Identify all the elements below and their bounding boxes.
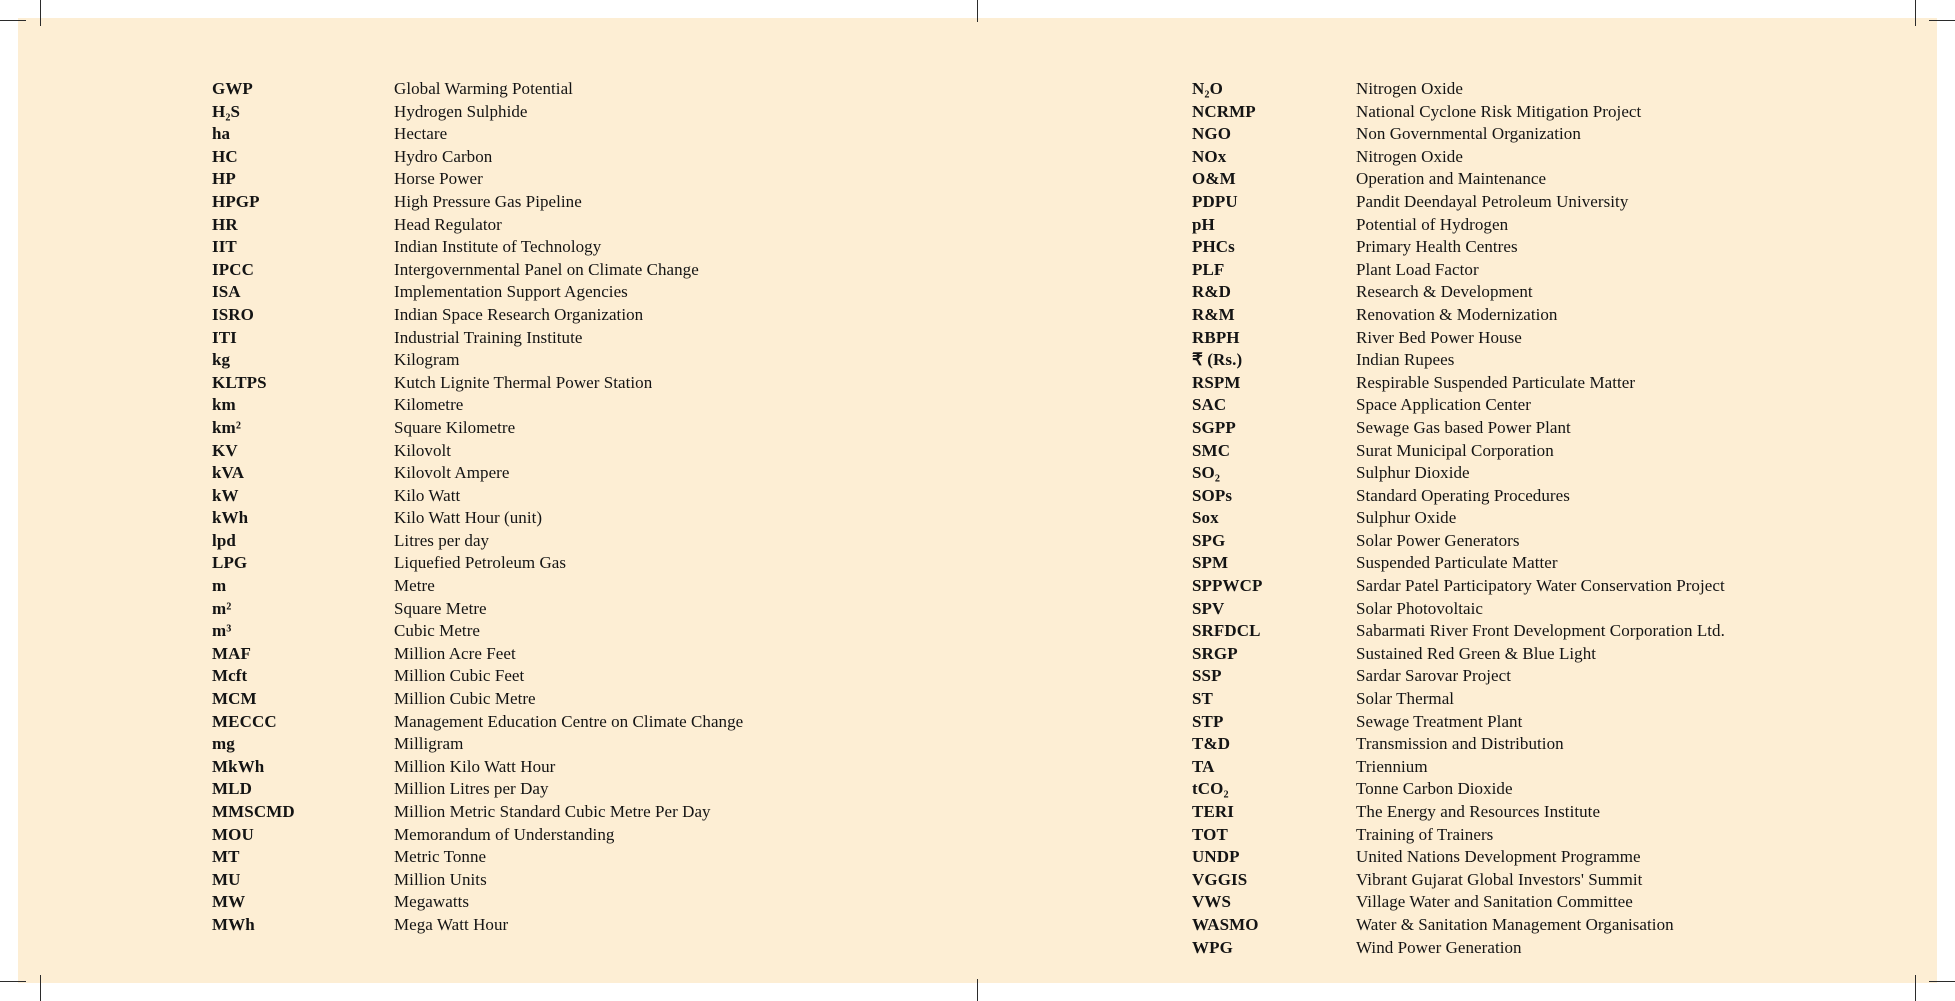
abbreviation-term: kVA: [212, 463, 245, 483]
abbreviation-term: SOPs: [1192, 485, 1233, 505]
abbreviation-row: [212, 733, 952, 756]
abbreviation-term: VWS: [1192, 892, 1232, 912]
abbreviation-term: MMSCMD: [212, 802, 295, 821]
abbreviation-definition: Metre: [394, 576, 435, 596]
abbreviation-row: [212, 620, 952, 643]
abbreviation-row: [1192, 349, 1892, 372]
abbreviation-definition: Indian Space Research Organization: [394, 304, 644, 324]
abbreviation-definition: Training of Trainers: [1356, 824, 1494, 844]
abbreviation-definition: National Cyclone Risk Mitigation Project: [1356, 101, 1642, 121]
abbreviation-definition: Tonne Carbon Dioxide: [1356, 779, 1513, 799]
abbreviation-definition: Milligram: [394, 734, 464, 754]
abbreviation-term: SAC: [1192, 395, 1227, 415]
abbreviation-term: kW: [212, 485, 239, 505]
abbreviation-definition: Square Metre: [394, 598, 487, 618]
abbreviation-row: [212, 146, 952, 169]
abbreviation-definition: Million Litres per Day: [394, 779, 549, 799]
abbreviation-definition: Sulphur Dioxide: [1356, 463, 1470, 483]
abbreviation-term: TERI: [1192, 802, 1234, 821]
abbreviation-term: NOx: [1192, 146, 1227, 166]
abbreviation-definition: Respirable Suspended Particulate Matter: [1356, 372, 1636, 392]
abbreviation-term: UNDP: [1192, 847, 1240, 867]
abbreviation-definition: High Pressure Gas Pipeline: [394, 191, 582, 211]
abbreviation-row: [1192, 394, 1892, 417]
abbreviation-row: [1192, 462, 1892, 485]
abbreviation-row: [212, 552, 952, 575]
abbreviation-term: SO₂: [1192, 463, 1221, 483]
abbreviation-definition: Million Metric Standard Cubic Metre Per Day: [394, 802, 711, 821]
abbreviation-definition: Kilogram: [394, 350, 460, 370]
abbreviation-definition: Solar Thermal: [1356, 689, 1455, 709]
abbreviation-term: MAF: [212, 643, 252, 663]
abbreviation-definition: Management Education Centre on Climate Change: [394, 711, 744, 731]
abbreviation-term: ISA: [212, 282, 241, 302]
abbreviation-term: TOT: [1192, 824, 1228, 844]
abbreviation-term: tCO₂: [1192, 779, 1229, 799]
abbreviation-definition: Million Cubic Metre: [394, 689, 536, 709]
abbreviation-term: T&D: [1192, 734, 1231, 754]
abbreviation-term: ISRO: [212, 304, 254, 324]
abbreviation-row: [1192, 756, 1892, 779]
abbreviation-definition: River Bed Power House: [1356, 327, 1522, 347]
abbreviation-term: IPCC: [212, 259, 254, 279]
abbreviation-definition: Square Kilometre: [394, 417, 516, 437]
abbreviation-term: SRFDCL: [1192, 621, 1261, 641]
abbreviation-definition: Operation and Maintenance: [1356, 169, 1547, 189]
abbreviation-row: [212, 485, 952, 508]
abbreviation-term: WPG: [1192, 937, 1233, 957]
abbreviation-definition: Million Acre Feet: [394, 643, 516, 663]
abbreviation-definition: Implementation Support Agencies: [394, 282, 628, 302]
abbreviation-term: km: [212, 395, 236, 415]
abbreviation-row: [1192, 575, 1892, 598]
abbreviation-row: [212, 824, 952, 847]
abbreviation-row: [212, 598, 952, 621]
abbreviation-definition: Industrial Training Institute: [394, 327, 583, 347]
abbreviation-definition: Standard Operating Procedures: [1356, 485, 1570, 505]
abbreviation-definition: Indian Rupees: [1356, 350, 1455, 370]
abbreviation-definition: Indian Institute of Technology: [394, 237, 602, 257]
abbreviation-definition: Water & Sanitation Management Organisation: [1356, 914, 1674, 934]
abbreviation-row: [1192, 304, 1892, 327]
abbreviation-definition: Mega Watt Hour: [394, 914, 509, 934]
abbreviation-term: SSP: [1192, 666, 1222, 686]
abbreviation-row: [1192, 485, 1892, 508]
abbreviation-term: lpd: [212, 530, 236, 550]
abbreviation-term: R&M: [1192, 304, 1235, 324]
abbreviation-row: [1192, 214, 1892, 237]
abbreviation-definition: Solar Power Generators: [1356, 530, 1520, 550]
abbreviation-term: O&M: [1192, 169, 1236, 189]
abbreviation-definition: Litres per day: [394, 530, 490, 550]
abbreviation-definition: Kilometre: [394, 395, 464, 415]
abbreviation-row: [212, 191, 952, 214]
abbreviation-row: [212, 327, 952, 350]
abbreviation-definition: Kilo Watt: [394, 485, 461, 505]
abbreviation-definition: Nitrogen Oxide: [1356, 79, 1463, 98]
abbreviation-row: [212, 530, 952, 553]
abbreviation-term: LPG: [212, 553, 248, 573]
abbreviation-term: GWP: [212, 79, 253, 98]
abbreviation-row: [1192, 191, 1892, 214]
abbreviation-row: [212, 394, 952, 417]
abbreviation-row: [1192, 869, 1892, 892]
abbreviation-definition: Megawatts: [394, 892, 470, 912]
abbreviation-term: MkWh: [212, 756, 265, 776]
abbreviation-row: [1192, 891, 1892, 914]
abbreviation-row: [1192, 123, 1892, 146]
abbreviation-term: PDPU: [1192, 191, 1238, 211]
abbreviation-term: Mcft: [212, 666, 248, 686]
abbreviation-row: [1192, 620, 1892, 643]
abbreviation-term: ₹ (Rs.): [1192, 350, 1243, 370]
abbreviation-row: [212, 168, 952, 191]
abbreviation-term: WASMO: [1192, 914, 1259, 934]
abbreviation-term: KLTPS: [212, 372, 267, 392]
abbreviation-row: [212, 78, 952, 101]
abbreviation-row: [212, 372, 952, 395]
abbreviation-row: [1192, 168, 1892, 191]
abbreviation-row: [1192, 440, 1892, 463]
abbreviation-definition: Solar Photovoltaic: [1356, 598, 1483, 618]
abbreviation-row: [212, 236, 952, 259]
abbreviation-definition: Vibrant Gujarat Global Investors' Summit: [1356, 869, 1643, 889]
abbreviation-definition: Million Cubic Feet: [394, 666, 525, 686]
abbreviation-term: ST: [1192, 689, 1213, 709]
abbreviation-definition: Million Kilo Watt Hour: [394, 756, 556, 776]
abbreviation-row: [1192, 78, 1892, 101]
abbreviation-row: [1192, 507, 1892, 530]
abbreviation-definition: Transmission and Distribution: [1356, 734, 1564, 754]
abbreviation-term: KV: [212, 440, 238, 460]
abbreviation-row: [1192, 598, 1892, 621]
abbreviation-row: [1192, 937, 1892, 960]
abbreviation-term: MW: [212, 892, 246, 912]
abbreviation-definition: The Energy and Resources Institute: [1356, 802, 1601, 821]
abbreviation-definition: Suspended Particulate Matter: [1356, 553, 1558, 573]
abbreviation-column-left: [212, 78, 952, 937]
abbreviation-definition: Kilovolt: [394, 440, 452, 460]
abbreviation-row: [1192, 327, 1892, 350]
abbreviation-term: km²: [212, 417, 242, 437]
abbreviation-term: SPG: [1192, 530, 1226, 550]
abbreviation-definition: Plant Load Factor: [1356, 259, 1479, 279]
abbreviation-definition: Liquefied Petroleum Gas: [394, 553, 567, 573]
abbreviation-definition: Surat Municipal Corporation: [1356, 440, 1554, 460]
abbreviation-term: STP: [1192, 711, 1224, 731]
abbreviation-term: H₂S: [212, 101, 241, 121]
abbreviation-row: [1192, 259, 1892, 282]
abbreviation-row: [1192, 146, 1892, 169]
abbreviation-definition: Million Units: [394, 869, 487, 889]
abbreviation-row: [1192, 372, 1892, 395]
abbreviation-row: [212, 507, 952, 530]
abbreviation-term: NCRMP: [1192, 101, 1256, 121]
abbreviation-term: PLF: [1192, 259, 1225, 279]
abbreviation-term: RBPH: [1192, 327, 1240, 347]
abbreviation-definition: Primary Health Centres: [1356, 237, 1518, 257]
abbreviation-row: [1192, 552, 1892, 575]
abbreviation-definition: Renovation & Modernization: [1356, 304, 1558, 324]
abbreviation-definition: Metric Tonne: [394, 847, 487, 867]
abbreviation-row: [212, 914, 952, 937]
abbreviation-row: [212, 462, 952, 485]
abbreviation-definition: Sabarmati River Front Development Corporation Ltd.: [1356, 621, 1725, 641]
abbreviation-row: [1192, 665, 1892, 688]
abbreviation-term: m³: [212, 621, 232, 641]
abbreviation-row: [212, 214, 952, 237]
abbreviation-definition: Sardar Sarovar Project: [1356, 666, 1511, 686]
abbreviation-term: RSPM: [1192, 372, 1241, 392]
abbreviation-row: [212, 281, 952, 304]
abbreviation-definition: Potential of Hydrogen: [1356, 214, 1509, 234]
abbreviation-definition: Research & Development: [1356, 282, 1533, 302]
abbreviation-term: VGGIS: [1192, 869, 1248, 889]
abbreviation-term: HPGP: [212, 191, 260, 211]
abbreviation-term: m²: [212, 598, 232, 618]
abbreviation-row: [212, 891, 952, 914]
abbreviation-definition: Triennium: [1356, 756, 1428, 776]
abbreviation-term: HC: [212, 146, 238, 166]
abbreviation-row: [212, 123, 952, 146]
abbreviation-definition: Hydro Carbon: [394, 146, 493, 166]
abbreviation-definition: Head Regulator: [394, 214, 502, 234]
abbreviation-definition: Wind Power Generation: [1356, 937, 1522, 957]
abbreviation-definition: Hydrogen Sulphide: [394, 101, 528, 121]
abbreviation-term: MWh: [212, 914, 255, 934]
abbreviation-term: SPV: [1192, 598, 1225, 618]
abbreviation-term: IIT: [212, 237, 237, 257]
abbreviation-term: NGO: [1192, 124, 1232, 144]
abbreviation-term: SGPP: [1192, 417, 1236, 437]
abbreviation-term: kg: [212, 350, 231, 370]
abbreviation-definition: Kilo Watt Hour (unit): [394, 508, 543, 528]
abbreviation-term: MU: [212, 869, 241, 889]
abbreviation-term: MLD: [212, 779, 252, 799]
abbreviation-row: [1192, 101, 1892, 124]
abbreviation-term: mg: [212, 734, 235, 754]
abbreviation-term: Sox: [1192, 508, 1219, 528]
abbreviation-term: R&D: [1192, 282, 1232, 302]
abbreviation-definition: Cubic Metre: [394, 621, 480, 641]
abbreviation-term: kWh: [212, 508, 249, 528]
abbreviation-definition: Intergovernmental Panel on Climate Change: [394, 259, 699, 279]
abbreviation-row: [1192, 846, 1892, 869]
abbreviation-row: [1192, 530, 1892, 553]
abbreviation-row: [212, 688, 952, 711]
abbreviation-term: TA: [1192, 756, 1215, 776]
abbreviation-row: [212, 440, 952, 463]
abbreviation-definition: United Nations Development Programme: [1356, 847, 1641, 867]
abbreviation-definition: Space Application Center: [1356, 395, 1531, 415]
abbreviation-row: [212, 259, 952, 282]
abbreviation-row: [212, 846, 952, 869]
abbreviation-row: [1192, 417, 1892, 440]
abbreviation-row: [1192, 801, 1892, 824]
abbreviation-row: [1192, 236, 1892, 259]
abbreviation-row: [212, 417, 952, 440]
abbreviation-term: MCM: [212, 689, 257, 709]
abbreviation-row: [212, 778, 952, 801]
abbreviation-row: [212, 711, 952, 734]
abbreviation-column-right: [1192, 78, 1892, 959]
abbreviation-row: [1192, 643, 1892, 666]
abbreviation-row: [212, 665, 952, 688]
abbreviation-row: [212, 575, 952, 598]
abbreviation-term: SPM: [1192, 553, 1229, 573]
abbreviation-row: [212, 756, 952, 779]
abbreviation-row: [212, 643, 952, 666]
abbreviation-definition: Sulphur Oxide: [1356, 508, 1457, 528]
abbreviation-term: PHCs: [1192, 237, 1235, 257]
abbreviation-definition: Kilovolt Ampere: [394, 463, 510, 483]
abbreviation-row: [1192, 711, 1892, 734]
abbreviation-definition: Nitrogen Oxide: [1356, 146, 1463, 166]
abbreviation-term: ITI: [212, 327, 237, 347]
abbreviation-definition: Memorandum of Understanding: [394, 824, 615, 844]
abbreviation-definition: Non Governmental Organization: [1356, 124, 1581, 144]
abbreviation-row: [212, 801, 952, 824]
abbreviation-term: ha: [212, 124, 231, 144]
abbreviation-definition: Sewage Gas based Power Plant: [1356, 417, 1571, 437]
abbreviation-row: [212, 869, 952, 892]
abbreviation-term: pH: [1192, 214, 1215, 234]
abbreviation-row: [1192, 281, 1892, 304]
abbreviation-term: HP: [212, 169, 236, 189]
abbreviation-definition: Sardar Patel Participatory Water Conservation Project: [1356, 576, 1725, 596]
abbreviation-term: SMC: [1192, 440, 1231, 460]
abbreviation-definition: Sewage Treatment Plant: [1356, 711, 1523, 731]
abbreviation-definition: Hectare: [394, 124, 448, 144]
abbreviation-row: [1192, 824, 1892, 847]
abbreviation-row: [1192, 688, 1892, 711]
abbreviation-row: [1192, 778, 1892, 801]
abbreviation-row: [1192, 733, 1892, 756]
abbreviation-definition: Pandit Deendayal Petroleum University: [1356, 191, 1629, 211]
abbreviation-term: m: [212, 576, 227, 596]
abbreviation-term: SPPWCP: [1192, 576, 1263, 596]
abbreviation-term: MT: [212, 847, 240, 867]
abbreviation-definition: Sustained Red Green & Blue Light: [1356, 643, 1597, 663]
abbreviation-row: [1192, 914, 1892, 937]
abbreviation-term: SRGP: [1192, 643, 1238, 663]
abbreviation-term: MOU: [212, 824, 254, 844]
abbreviation-definition: Village Water and Sanitation Committee: [1356, 892, 1633, 912]
abbreviation-term: N₂O: [1192, 79, 1223, 98]
abbreviation-definition: Global Warming Potential: [394, 79, 573, 98]
abbreviation-row: [212, 349, 952, 372]
abbreviation-row: [212, 101, 952, 124]
abbreviation-definition: Horse Power: [394, 169, 483, 189]
abbreviation-term: MECCC: [212, 711, 277, 731]
abbreviation-row: [212, 304, 952, 327]
abbreviation-term: HR: [212, 214, 238, 234]
abbreviation-definition: Kutch Lignite Thermal Power Station: [394, 372, 653, 392]
